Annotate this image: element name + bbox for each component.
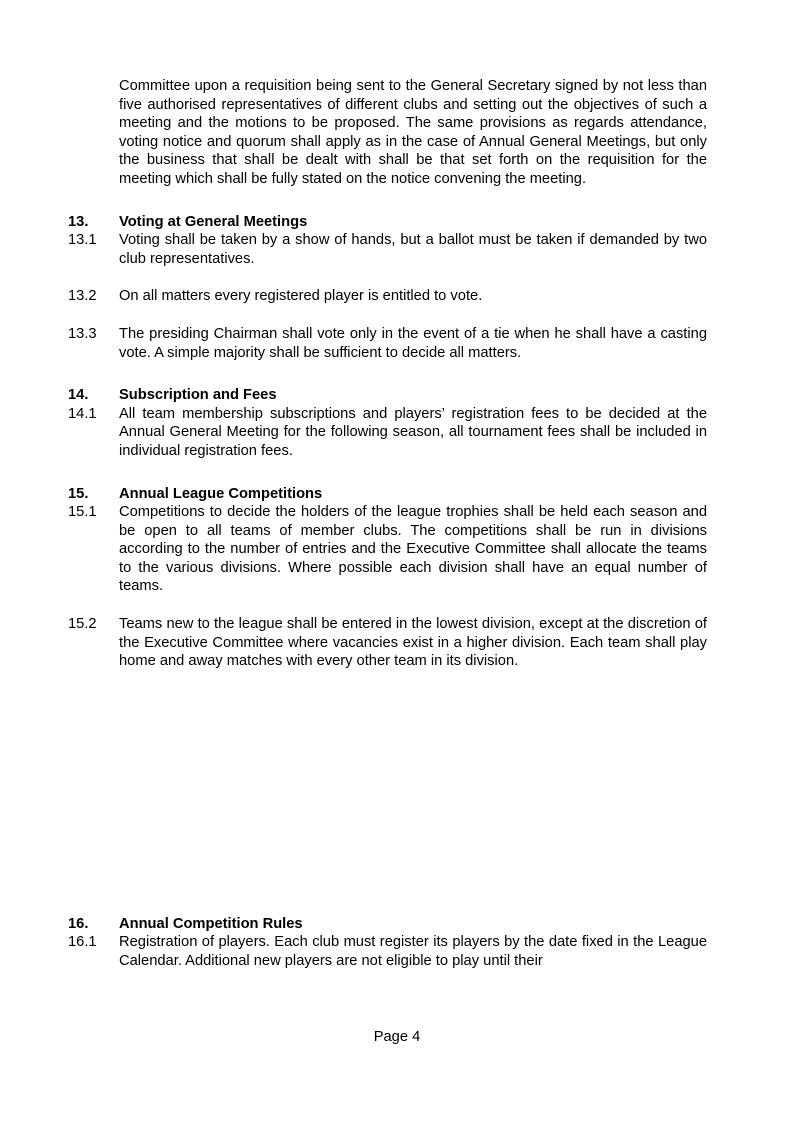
section-number: 16.: [68, 915, 89, 932]
section-15-heading: [68, 485, 707, 504]
clause-text: The presiding Chairman shall vote only in the event of a tie when he shall have a casting vote. A simple majority shall be sufficient to decide all matters.: [119, 325, 707, 361]
clause-15-2: [68, 615, 707, 671]
intro-paragraph: Committee upon a requisition being sent to the General Secretary signed by not less than five authorised representatives of different clubs and setting out the objectives of such a meeting and the motions to be proposed. The same provisions as regards attendance, voting notice and quorum shall apply as in the case of Annual General Meetings, but only the business that shall be dealt with shall be that set forth on the requisition for the meeting which shall be fully stated on the notice convening the meeting.: [119, 78, 707, 187]
clause-15-1: [68, 503, 707, 596]
clause-16-1: [68, 933, 707, 970]
section-number: 14.: [68, 387, 89, 404]
section-number: 13.: [68, 213, 89, 230]
page-content: [68, 77, 707, 971]
section-14-heading: [68, 386, 707, 405]
section-title: Annual Competition Rules: [119, 915, 303, 932]
clause-number: 13.2: [68, 288, 97, 305]
clause-13-2: [68, 287, 707, 306]
clause-14-1: [68, 405, 707, 461]
section-title: Voting at General Meetings: [119, 213, 308, 230]
section-title: Annual League Competitions: [119, 485, 323, 502]
clause-number: 15.1: [68, 504, 97, 521]
section-number: 15.: [68, 485, 89, 502]
clause-text: On all matters every registered player is entitled to vote.: [119, 288, 483, 305]
clause-text: Registration of players. Each club must register its players by the date fixed in the League Calendar. Additional new players are not eligible to play until their: [119, 934, 707, 970]
section-13-heading: [68, 213, 707, 232]
clause-text: Competitions to decide the holders of the league trophies shall be held each season and be open to all teams of member clubs. The competitions shall be run in divisions according to the number of entries and the Executive Committee shall allocate the teams to the various divisions. Where possible each division shall have an equal number of teams.: [119, 504, 707, 595]
clause-number: 16.1: [68, 934, 97, 951]
clause-number: 13.1: [68, 232, 97, 249]
clause-number: 15.2: [68, 616, 97, 633]
section-16-heading: [68, 915, 707, 934]
section-16: [68, 915, 707, 971]
clause-number: 13.3: [68, 325, 97, 342]
clause-text: All team membership subscriptions and players’ registration fees to be decided at the Annual General Meeting for the following season, all tournament fees shall be included in individual registration fees.: [119, 405, 707, 459]
clause-text: Teams new to the league shall be entered in the lowest division, except at the discretion of the Executive Committee where vacancies exist in a higher division. Each team shall play home and away matches with every other team in its division.: [119, 616, 707, 670]
clause-13-1: [68, 231, 707, 268]
section-14: [68, 386, 707, 460]
section-title: Subscription and Fees: [119, 387, 277, 404]
clause-13-3: [68, 325, 707, 362]
clause-number: 14.1: [68, 405, 97, 422]
page-number: Page 4: [373, 1029, 421, 1045]
clause-text: Voting shall be taken by a show of hands, but a ballot must be taken if demanded by two club representatives.: [119, 232, 707, 267]
section-13: [68, 213, 707, 363]
section-15: [68, 485, 707, 671]
